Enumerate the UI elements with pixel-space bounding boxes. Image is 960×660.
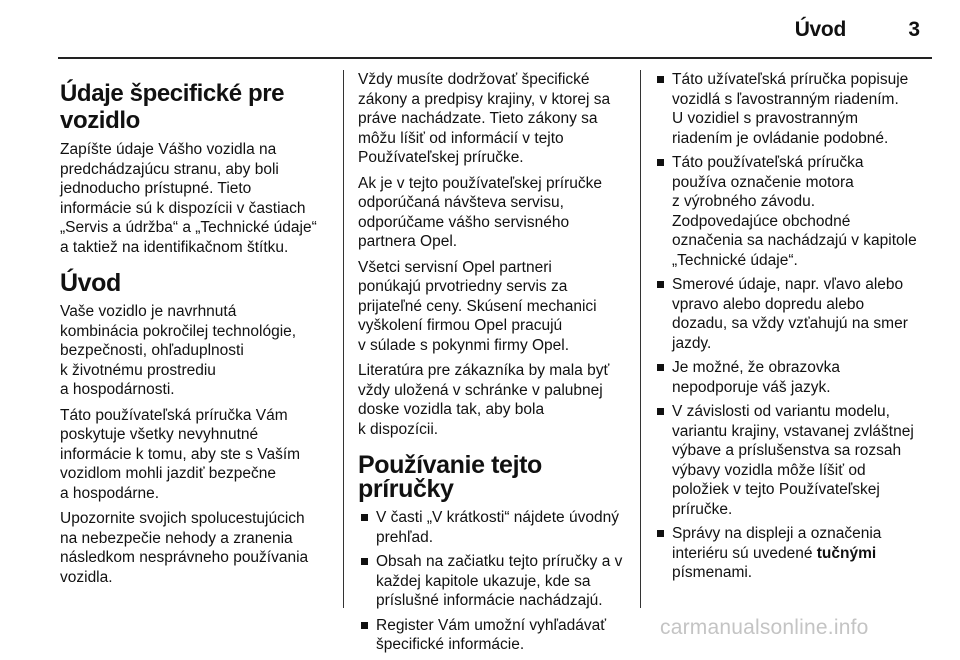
page-header-title: Úvod: [794, 18, 846, 41]
column-divider-right: [640, 70, 641, 608]
list-item: Táto používateľská príručka používa označenie motora z výrobného závodu. Zodpovedajúce obchodné označenia sa nachádzajú v kapitole „Technické údaje“.: [654, 153, 930, 270]
list-item: V závislosti od variantu modelu, variantu krajiny, vstavanej zvláštnej výbave a príslušenstva sa rozsah výbavy vozidla môže líšiť od položiek v tejto Používateľskej príručke.: [654, 402, 930, 519]
column-left: [60, 70, 336, 593]
bullet-list: [358, 508, 630, 655]
column-middle: [358, 70, 630, 660]
header-rule: [58, 57, 932, 59]
list-item: Je možné, že obrazovka nepodporuje váš jazyk.: [654, 358, 930, 397]
list-item: Obsah na začiatku tejto príručky a v každej kapitole ukazuje, kde sa príslušné informácie nachádzajú.: [358, 552, 630, 611]
paragraph: Táto používateľská príručka Vám poskytuje všetky nevyhnutné informácie k tomu, aby ste s Vaším vozidlom mohli jazdiť bezpečne a hospodárne.: [60, 406, 301, 502]
list-item: V časti „V krátkosti“ nájdete úvodný prehľad.: [358, 508, 630, 547]
bold-word: tučnými: [816, 544, 877, 562]
bullet-list: [654, 70, 930, 583]
page-number: 3: [908, 18, 920, 41]
paragraph: Vždy musíte dodržovať špecifické zákony a predpisy krajiny, v ktorej sa práve nachádzate. Tieto zákony sa môžu líšiť od informácií v tejto Používateľskej príručke.: [358, 71, 611, 166]
list-item: Smerové údaje, napr. vľavo alebo vpravo alebo dopredu alebo dozadu, sa vždy vzťahujú na smer jazdy.: [654, 275, 930, 353]
paragraph: Literatúra pre zákazníka by mala byť vždy uložená v schránke v palubnej doske vozidla tak, aby bola k dispozícii.: [358, 362, 610, 438]
list-item-text: Správy na displeji a označenia interiéru sú uvedené: [672, 525, 882, 562]
list-item: [654, 524, 930, 583]
section-heading-vehicle-data: Údaje špecifické pre vozidlo: [60, 80, 285, 134]
column-divider-left: [343, 70, 344, 608]
list-item-text: písmenami.: [672, 564, 753, 581]
paragraph: Zapíšte údaje Vášho vozidla na predchádzajúcu stranu, aby boli jednoducho prístupné. Tieto informácie sú k dispozícii v častiach „Servis a údržba“ a „Technické údaje“ a taktiež na identifikačnom štítku.: [60, 141, 317, 256]
paragraph: Upozornite svojich spolucestujúcich na nebezpečie nehody a zranenia následkom nesprávneho používania vozidla.: [60, 510, 309, 586]
paragraph: Všetci servisní Opel partneri ponúkajú prvotriedny servis za prijateľné ceny. Skúsení mechanici vyškolení firmou Opel pracujú v súlade s pokynmi firmy Opel.: [358, 258, 597, 354]
list-item: Táto užívateľská príručka popisuje vozidlá s ľavostranným riadením. U vozidiel s pravostranným riadením je ovládanie podobné.: [654, 70, 930, 148]
paragraph: Vaše vozidlo je navrhnutá kombinácia pokročilej technológie, bezpečnosti, ohľaduplnosti k životnému prostrediu a hospodárnosti.: [60, 303, 297, 398]
list-item: Register Vám umožní vyhľadávať špecifické informácie.: [358, 616, 630, 655]
section-heading-intro: Úvod: [60, 269, 121, 297]
section-heading-using-manual: Používanie tejto príručky: [358, 451, 542, 503]
column-right: [654, 70, 930, 588]
paragraph: Ak je v tejto používateľskej príručke odporúčaná návšteva servisu, odporúčame vášho servisného partnera Opel.: [358, 174, 603, 250]
watermark-text: carmanualsonline.info: [660, 616, 869, 639]
